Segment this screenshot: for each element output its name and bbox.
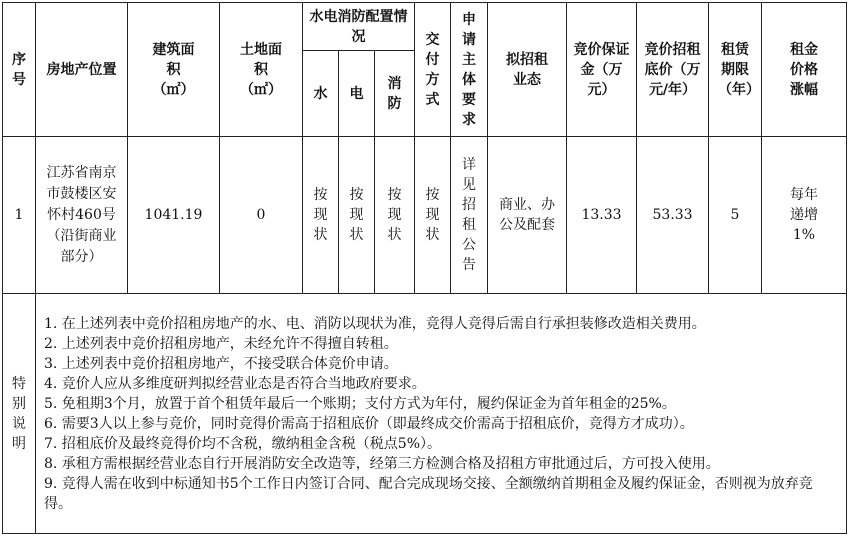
header-land-area: 土地面积（㎡） xyxy=(220,3,303,137)
header-building-area: 建筑面积（㎡） xyxy=(128,3,220,137)
note-item: 2. 上述列表中竞价招租房地产，未经允许不得擅自转租。 xyxy=(44,335,398,352)
cell-increase: 每年递增1% xyxy=(762,137,847,294)
header-location: 房地产位置 xyxy=(36,3,128,137)
note-item: 8. 承租方需根据经营业态自行开展消防安全改造等，经第三方检测合格及招租方审批通过后，方可投入使用。 xyxy=(44,455,720,472)
cell-term: 5 xyxy=(709,137,762,294)
cell-base-price: 53.33 xyxy=(637,137,709,294)
cell-delivery: 按现状 xyxy=(415,137,451,294)
note-item: 7. 招租底价及最终竞得价均不含税，缴纳租金含税（税点5%）。 xyxy=(44,435,442,452)
header-deposit: 竞价保证金（万元） xyxy=(567,3,637,137)
note-item: 4. 竞价人应从多维度研判拟经营业态是否符合当地政府要求。 xyxy=(44,375,426,392)
note-item: 3. 上述列表中竞价招租房地产，不接受联合体竞价申请。 xyxy=(44,355,398,372)
cell-building-area: 1041.19 xyxy=(128,137,220,294)
note-item: 9. 竞得人需在收到中标通知书5个工作日内签订合同、配合完成现场交接、全额缴纳首期租金及履约保证金，否则视为放弃竞得。 xyxy=(44,475,813,512)
special-notes-row xyxy=(3,294,847,534)
header-applicant: 申请主体要求 xyxy=(451,3,488,137)
header-seq: 序号 xyxy=(3,3,36,137)
cell-fire: 按现状 xyxy=(375,137,415,294)
header-water: 水 xyxy=(303,51,339,137)
note-item: 5. 免租期3个月，放置于首个租赁年最后一个账期；支付方式为年付，履约保证金为首年租金的25%。 xyxy=(44,395,676,412)
note-item: 1. 在上述列表中竞价招租房地产的水、电、消防以现状为准，竞得人竞得后需自行承担装修改造相关费用。 xyxy=(44,315,706,332)
cell-location: 江苏省南京市鼓楼区安怀村460号（沿街商业部分） xyxy=(36,137,128,294)
cell-water: 按现状 xyxy=(303,137,339,294)
header-fire: 消防 xyxy=(375,51,415,137)
cell-business: 商业、办公及配套 xyxy=(488,137,567,294)
header-term: 租赁期限（年） xyxy=(709,3,762,137)
header-increase: 租金价格涨幅 xyxy=(762,3,847,137)
cell-power: 按现状 xyxy=(339,137,375,294)
rental-table xyxy=(2,2,847,534)
special-notes-label: 特别说明 xyxy=(3,294,36,534)
header-base-price: 竞价招租底价（万元/年） xyxy=(637,3,709,137)
header-power: 电 xyxy=(339,51,375,137)
cell-deposit: 13.33 xyxy=(567,137,637,294)
cell-land-area: 0 xyxy=(220,137,303,294)
cell-applicant: 详见招租公告 xyxy=(451,137,488,294)
note-item: 6. 需要3人以上参与竞价，同时竞得价需高于招租底价（即最终成交价需高于招租底价，竞得方才成功）。 xyxy=(44,415,694,432)
header-business: 拟招租业态 xyxy=(488,3,567,137)
special-notes-body xyxy=(36,294,847,534)
header-utilities-group: 水电消防配置情况 xyxy=(303,3,415,51)
header-delivery: 交付方式 xyxy=(415,3,451,137)
table-row xyxy=(3,137,847,294)
cell-seq: 1 xyxy=(3,137,36,294)
